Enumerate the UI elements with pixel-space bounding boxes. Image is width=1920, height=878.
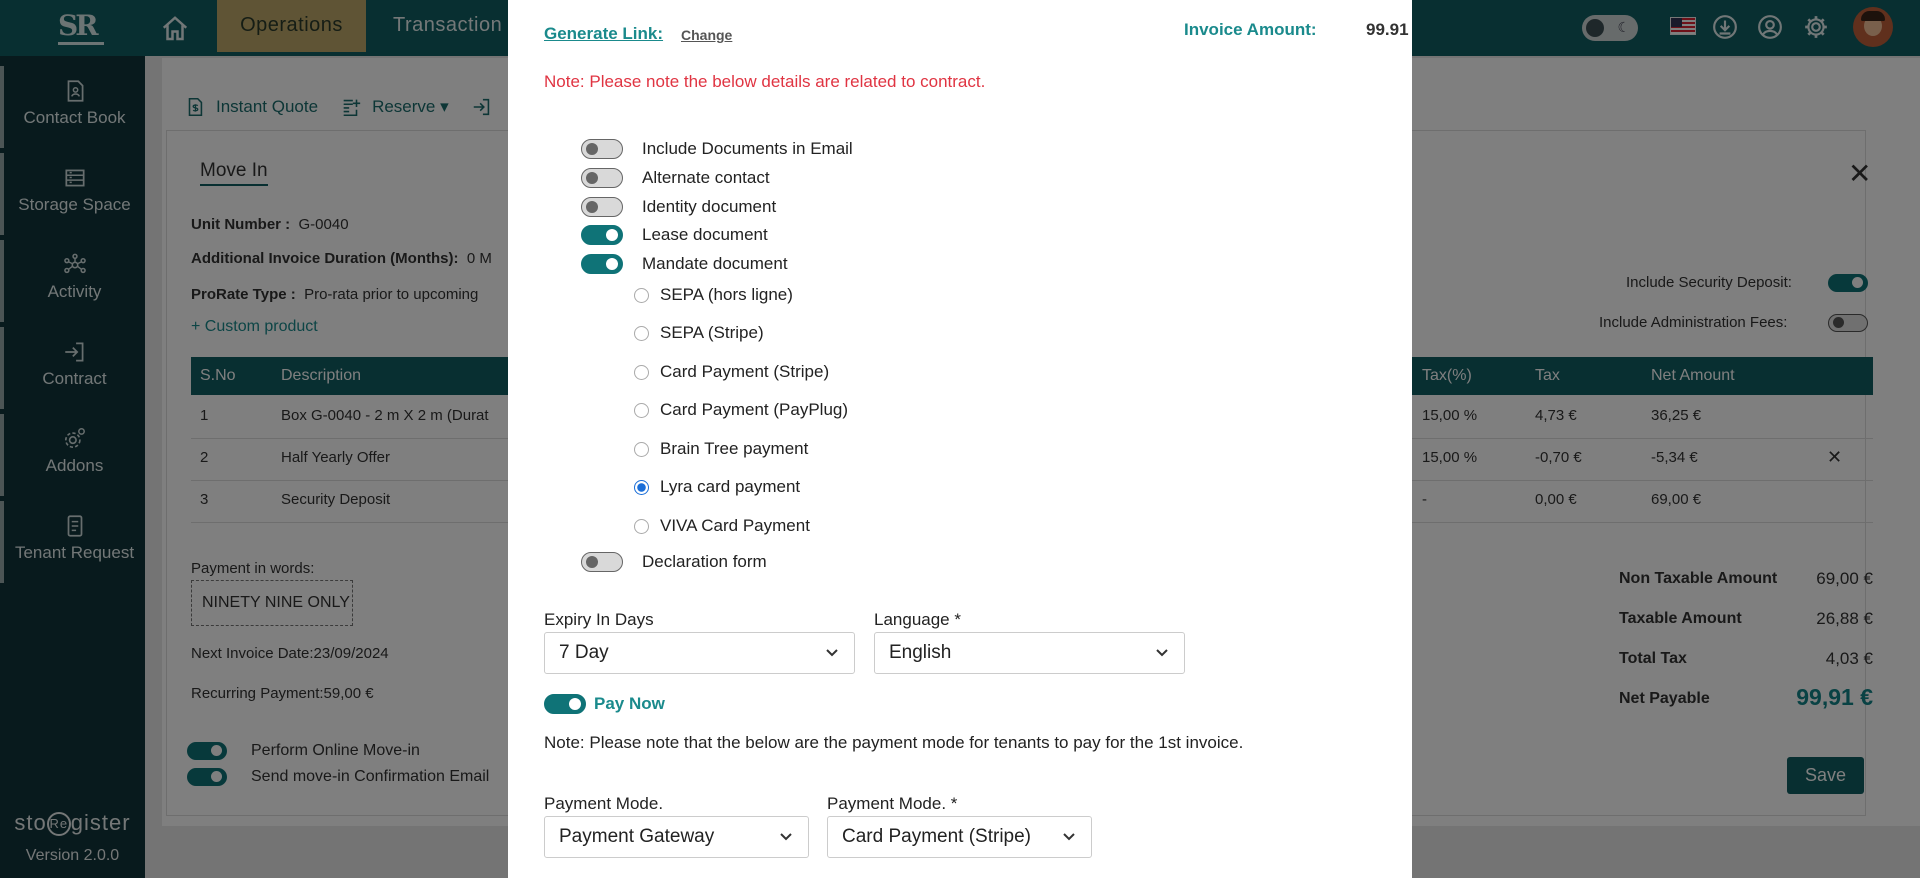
- radio-label: Card Payment (PayPlug): [660, 400, 849, 419]
- payment-mode-label-2: Payment Mode. *: [827, 794, 958, 813]
- radio-label: Lyra card payment: [660, 477, 801, 496]
- radio-button[interactable]: [634, 519, 649, 534]
- mandate-radio-viva[interactable]: [634, 515, 810, 537]
- lease-document-toggle[interactable]: [581, 225, 623, 245]
- radio-label: Brain Tree payment: [660, 439, 809, 458]
- option-lease-document: [581, 224, 768, 246]
- payment-mode-value-2: Card Payment (Stripe): [842, 826, 1032, 847]
- option-label: Lease document: [642, 225, 768, 244]
- chevron-down-icon: [824, 633, 840, 673]
- generate-link-modal: [508, 0, 1412, 878]
- radio-label: SEPA (Stripe): [660, 323, 764, 342]
- pay-now-row: [544, 693, 665, 715]
- payment-mode-value-1: Payment Gateway: [559, 826, 715, 847]
- chevron-down-icon: [778, 817, 794, 857]
- change-link[interactable]: Change: [681, 27, 733, 43]
- option-label: Include Documents in Email: [642, 139, 853, 158]
- radio-label: SEPA (hors ligne): [660, 285, 793, 304]
- option-mandate-document: [581, 253, 788, 275]
- pay-now-toggle[interactable]: [544, 694, 586, 714]
- mandate-radio-lyra[interactable]: [634, 476, 800, 498]
- option-label: Identity document: [642, 197, 777, 216]
- radio-label: Card Payment (Stripe): [660, 362, 830, 381]
- chevron-down-icon: [1061, 817, 1077, 857]
- declaration-form-toggle[interactable]: [581, 552, 623, 572]
- language-select[interactable]: [874, 632, 1185, 674]
- mandate-radio-sepa-offline[interactable]: [634, 284, 793, 306]
- invoice-amount-label: Invoice Amount:: [1184, 20, 1317, 39]
- pay-now-label: Pay Now: [594, 694, 665, 713]
- expiry-select[interactable]: [544, 632, 855, 674]
- chevron-down-icon: [1154, 633, 1170, 673]
- identity-document-toggle[interactable]: [581, 197, 623, 217]
- mandate-radio-sepa-stripe[interactable]: [634, 322, 764, 344]
- option-alternate-contact: [581, 167, 770, 189]
- option-include-documents: [581, 138, 853, 160]
- option-label: Alternate contact: [642, 168, 770, 187]
- radio-button[interactable]: [634, 442, 649, 457]
- mandate-radio-card-payplug[interactable]: [634, 399, 848, 421]
- contract-note: Note: Please note the below details are related to contract.: [544, 72, 986, 91]
- radio-button[interactable]: [634, 403, 649, 418]
- payment-mode-label-1: Payment Mode.: [544, 794, 664, 813]
- alternate-contact-toggle[interactable]: [581, 168, 623, 188]
- payment-mode-select-1[interactable]: [544, 816, 809, 858]
- include-documents-toggle[interactable]: [581, 139, 623, 159]
- payment-mode-note: Note: Please note that the below are the payment mode for tenants to pay for the 1st invoice.: [544, 733, 1244, 752]
- generate-link-title[interactable]: Generate Link:: [544, 24, 664, 43]
- expiry-label: Expiry In Days: [544, 610, 654, 629]
- invoice-amount-value: 99.91: [1366, 20, 1409, 39]
- option-identity-document: [581, 196, 776, 218]
- language-label: Language *: [874, 610, 961, 629]
- option-label: Mandate document: [642, 254, 788, 273]
- mandate-document-toggle[interactable]: [581, 254, 623, 274]
- radio-button[interactable]: [634, 365, 649, 380]
- mandate-radio-card-stripe[interactable]: [634, 361, 829, 383]
- option-label: Declaration form: [642, 552, 767, 571]
- radio-button-selected[interactable]: [634, 480, 649, 495]
- mandate-radio-braintree[interactable]: [634, 438, 808, 460]
- expiry-value: 7 Day: [559, 642, 609, 663]
- payment-mode-select-2[interactable]: [827, 816, 1092, 858]
- language-value: English: [889, 642, 952, 663]
- option-declaration-form: [581, 551, 767, 573]
- radio-button[interactable]: [634, 288, 649, 303]
- radio-button[interactable]: [634, 326, 649, 341]
- radio-label: VIVA Card Payment: [660, 516, 810, 535]
